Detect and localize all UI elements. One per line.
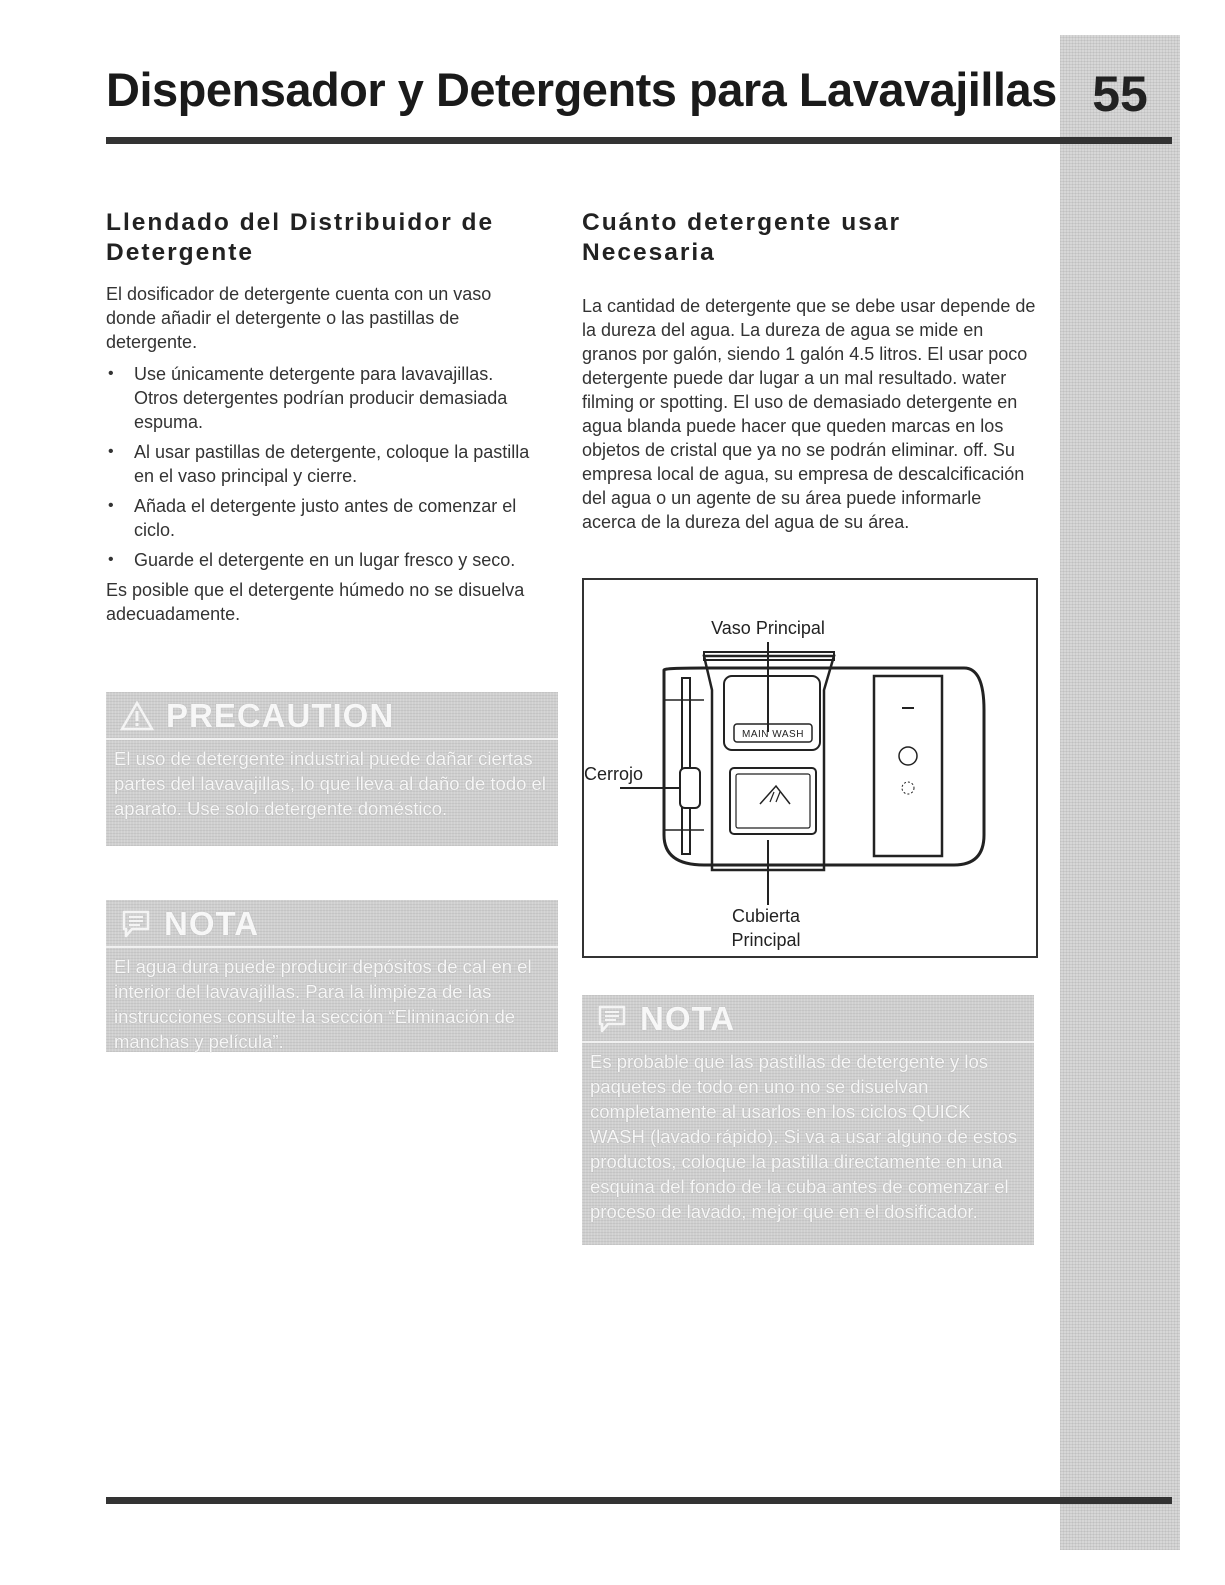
right-column	[582, 208, 1042, 542]
label-main-cup: Vaso Principal	[711, 618, 825, 638]
note-icon	[596, 1004, 628, 1034]
intro-text: El dosificador de detergente cuenta con un vaso donde añadir el detergente o las pastillas de detergente.	[106, 284, 492, 352]
list-item: • Use únicamente detergente para lavavajillas. Otros detergentes podrían producir demasiada espuma.	[106, 362, 541, 434]
page-number: 55	[1092, 66, 1148, 122]
outro-text: Es posible que el detergente húmedo no se disuelva adecuadamente.	[106, 580, 525, 624]
caution-header	[106, 692, 558, 740]
bottom-rule	[106, 1497, 1172, 1504]
note-callout-right	[582, 995, 1034, 1245]
note-icon	[120, 909, 152, 939]
caution-callout	[106, 692, 558, 846]
warning-icon	[120, 701, 154, 731]
amount-text: La cantidad de detergente que se debe usar depende de la dureza del agua. La dureza de agua se mide en granos por galón, siendo 1 galón 4.5 litros. El usar poco detergente puede dar lugar a un mal resultado. water filming or spotting. El uso de demasiado detergente en agua blanda puede hacer que queden marcas en los objetos de cristal que ya no se podrán eliminar. off. Su empresa local de agua, su empresa de descalcificación del agua o un agente de su área puede informarle acerca de la dureza del agua de su área.	[582, 296, 1036, 532]
dispenser-drawing	[584, 580, 1036, 956]
note-header-right	[582, 995, 1034, 1043]
tips-list	[106, 362, 541, 572]
left-column	[106, 208, 541, 634]
label-cover-line1: Cubierta	[731, 906, 801, 926]
cup-text: MAIN WASH	[742, 729, 804, 740]
dispenser-diagram	[582, 578, 1038, 958]
label-cover-line2: Principal	[731, 930, 801, 950]
note-header-left	[106, 900, 558, 948]
note-callout-left	[106, 900, 558, 1052]
title-rule	[106, 137, 1172, 144]
section-heading-amount: Cuánto detergente usar Necesaria	[582, 209, 901, 266]
note-body-right: Es probable que las pastillas de detergente y los paquetes de todo en uno no se disuelvan completamente al usarlos en los ciclos QUICK WASH (lavado rápido). Si va a usar alguno de estos productos, coloque la pastilla directamente en una esquina del fondo de la cuba antes de comenzar el proceso de lavado, mejor que en el dosificador.	[590, 1051, 1018, 1222]
list-item: • Añada el detergente justo antes de comenzar el ciclo.	[106, 494, 541, 542]
list-item: • Al usar pastillas de detergente, coloque la pastilla en el vaso principal y cierre.	[106, 440, 541, 488]
section-heading-filling: Llendado del Distribuidor de Detergente	[106, 209, 495, 266]
caution-body: El uso de detergente industrial puede dañar ciertas partes del lavavajillas, lo que lleva al daño de todo el aparato. Use solo detergente doméstico.	[114, 748, 546, 819]
page-title: Dispensador y Detergents para Lavavajillas	[106, 63, 1057, 116]
note-title-left: NOTA	[164, 905, 260, 942]
label-latch: Cerrojo	[584, 764, 644, 784]
list-item: • Guarde el detergente en un lugar fresco y seco.	[106, 548, 541, 572]
note-body-left: El agua dura puede producir depósitos de cal en el interior del lavavajillas. Para la limpieza de las instrucciones consulte la sección “Eliminación de manchas y película”.	[114, 956, 532, 1052]
caution-title: PRECAUTION	[166, 697, 395, 734]
side-strip	[1060, 35, 1180, 1550]
note-title-right: NOTA	[640, 1000, 736, 1037]
